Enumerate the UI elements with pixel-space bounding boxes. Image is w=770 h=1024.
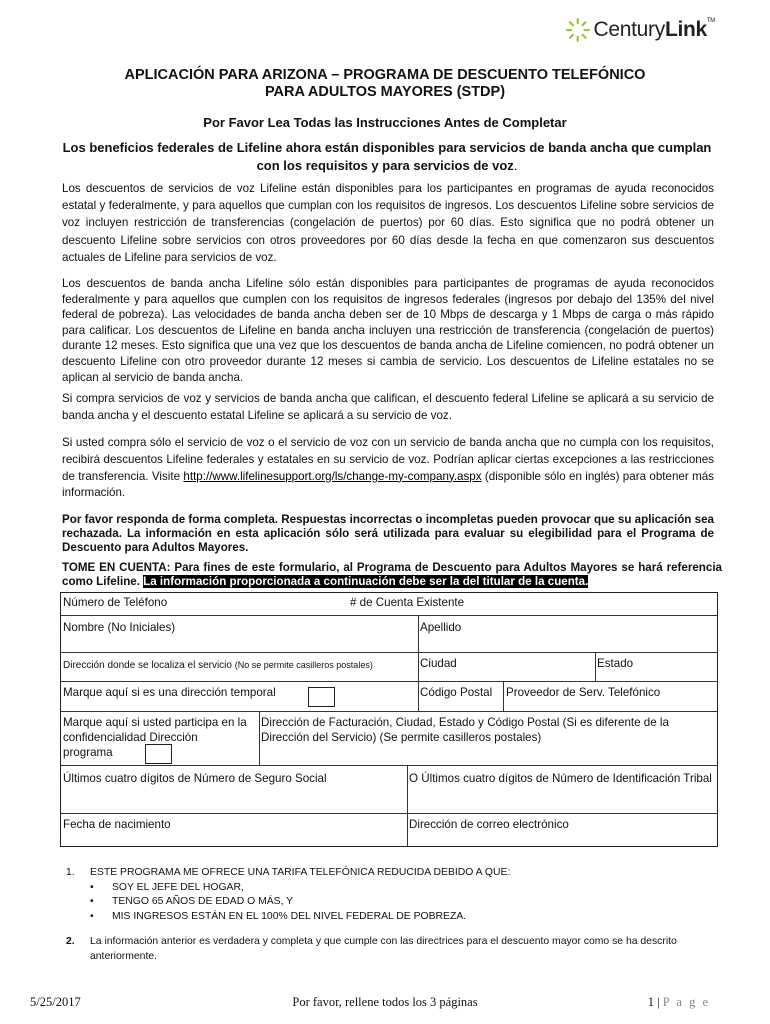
note-paragraph: TOME EN CUENTA: Para fines de este formulario, al Programa de Descuento para Adultos Mayores se hará referencia como Lifeline. La información proporcionada a continuación debe ser la del titular de la cuenta. [62, 561, 722, 588]
broadband-discount-paragraph: Los descuentos de banda ancha Lifeline sólo están disponibles para participantes de programas de ayuda reconocidos federalmente y para aquellos que cumplen con los requisitos de ingresos federales (ingresos por debajo del 135% del nivel federal de pobreza). Las velocidades de banda ancha deben ser de 10 Mbps de descarga y 1 Mbps de carga o más rápido para calificar. Los descuentos de Lifeline en banda ancha incluyen una restricción de transferencia (congelación de puertos) durante 12 meses. Esto significa que una vez que los descuentos de banda ancha de Lifeline comiencen, no podrá obtener un descuento Lifeline con otro proveedor durante 12 meses si cambia de servicio. Los descuentos de Lifeline estatales no se aplican al servicio de banda ancha. [62, 277, 714, 384]
service-address-field[interactable]: Dirección donde se localiza el servicio (No se permite casilleros postales) [63, 660, 373, 671]
state-field[interactable]: Estado [597, 657, 634, 670]
phone-number-field[interactable]: Número de Teléfono [63, 596, 168, 609]
certification-list-1: 1. ESTE PROGRAMA ME OFRECE UNA TARIFA TELEFÓNICA REDUCIDA DEBIDO A QUE: • SOY EL JEFE DEL HOGAR, • TENGO 65 AÑOS DE EDAD O MÁS, Y • MIS INGRESOS ESTÁN EN EL 100% DEL NIVEL FEDERAL DE POBREZA. [66, 866, 716, 924]
instructions-heading: Por Favor Lea Todas las Instrucciones Antes de Completar [203, 115, 567, 130]
first-name-field[interactable]: Nombre (No Iniciales) [63, 621, 176, 634]
last-name-field[interactable]: Apellido [420, 621, 462, 634]
centurylink-logo [565, 12, 715, 48]
list-item: • TENGO 65 AÑOS DE EDAD O MÁS, Y [90, 895, 716, 910]
complete-response-paragraph: Por favor responda de forma completa. Respuestas incorrectas o incompletas pueden provocar que su aplicación sea rechazada. La información en esta aplicación sólo será utilizada para evaluar su elegibilidad para el Programa de Descuento para Adultos Mayores. [62, 513, 714, 554]
account-holder-highlight: La información proporcionada a continuación debe ser la del titular de la cuenta. [143, 575, 589, 588]
confidential-label: Marque aquí si usted participa en la confidencialidad Dirección programa [63, 716, 247, 759]
temp-address-label: Marque aquí si es una dirección temporal [63, 686, 276, 699]
ssn-field[interactable]: Últimos cuatro dígitos de Número de Seguro Social [63, 772, 327, 785]
centurylink-burst-icon [565, 12, 591, 48]
temp-address-checkbox[interactable] [308, 687, 335, 707]
footer-note: Por favor, rellene todos los 3 páginas [292, 995, 478, 1009]
city-field[interactable]: Ciudad [420, 657, 457, 670]
email-field[interactable]: Dirección de correo electrónico [409, 818, 569, 831]
footer-date: 5/25/2017 [30, 995, 81, 1009]
list-item: • MIS INGRESOS ESTÁN EN EL 100% DEL NIVEL FEDERAL DE POBREZA. [90, 910, 716, 925]
logo-wordmark: CenturyLink™ [593, 18, 715, 41]
account-number-field[interactable]: # de Cuenta Existente [350, 596, 465, 609]
billing-address-field[interactable]: Dirección de Facturación, Ciudad, Estado y Código Postal (Si es diferente de la Dirección del Servicio) (Se permite casilleros postales) [261, 716, 669, 744]
zip-code-field[interactable]: Código Postal [420, 686, 493, 699]
lifeline-support-link[interactable]: http://www.lifelinesupport.org/ls/change-my-company.aspx [183, 469, 482, 483]
phone-provider-field[interactable]: Proveedor de Serv. Telefónico [506, 686, 661, 699]
birth-date-field[interactable]: Fecha de nacimiento [63, 818, 171, 831]
title-line-1: APLICACIÓN PARA ARIZONA – PROGRAMA DE DESCUENTO TELEFÓNICO [124, 67, 646, 83]
voice-only-paragraph: Si usted compra sólo el servicio de voz o el servicio de voz con un servicio de banda ancha que no cumpla con los requisitos, recibirá descuentos Lifeline federales y estatales en su servicio de voz. Podrían aplicar ciertas excepciones a las restricciones de transferencia. Visite http://www.lifelinesupport.org/ls/change-my-company.aspx (disponible sólo en inglés) para obtener más información. [62, 436, 714, 500]
list-item: • SOY EL JEFE DEL HOGAR, [90, 881, 716, 896]
tribal-id-field[interactable]: O Últimos cuatro dígitos de Número de Identificación Tribal [409, 772, 712, 785]
voice-discount-paragraph: Los descuentos de servicios de voz Lifeline están disponibles para los participantes en programas de ayuda reconocidos estatal y federalmente, y para aquellos que cumplan con los requisitos de ingresos. Los descuentos Lifeline sobre servicios de voz incluyen restricción de transferencias (congelación de puertos) por 60 días. Esto significa que no podrá obtener un descuento Lifeline sobre servicios con otros proveedores por 60 días desde la fecha en que comenzaron sus descuentos actuales de Lifeline para servicios de voz. [62, 182, 714, 264]
page-title [0, 67, 770, 101]
title-line-2: PARA ADULTOS MAYORES (STDP) [264, 84, 506, 100]
confidential-checkbox[interactable] [145, 744, 172, 764]
footer-page-number: 1 | P a g e [647, 995, 710, 1009]
both-services-paragraph: Si compra servicios de voz y servicios de banda ancha que califican, el descuento federal Lifeline se aplicará a su servicio de banda ancha y el descuento estatal Lifeline se aplicará a su servicio de voz. [62, 392, 714, 422]
application-form [60, 592, 718, 847]
certification-list-2: 2. La información anterior es verdadera y completa y que cumple con las directrices para el descuento mayor como se ha descrito anteriormente. [66, 936, 677, 962]
benefits-heading: Los beneficios federales de Lifeline ahora están disponibles para servicios de banda ancha que cumplan con los requisitos y para servicios de voz. [62, 140, 712, 173]
